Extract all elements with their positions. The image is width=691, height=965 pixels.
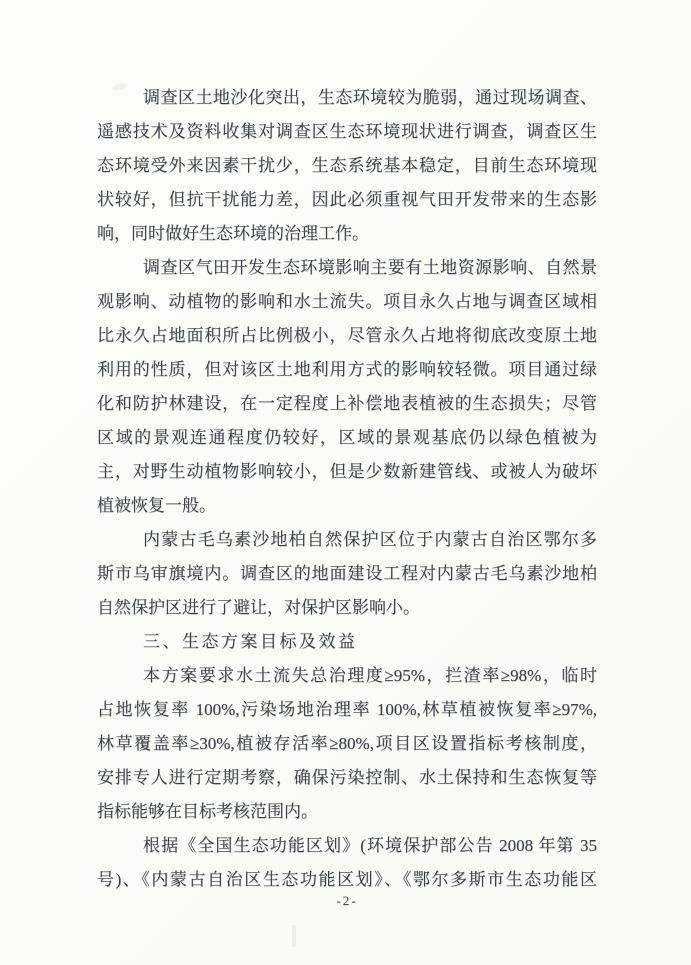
- text-line: 利用的性质，但对该区土地利用方式的影响较轻微。项目通过绿: [97, 360, 597, 379]
- text-line: 安排专人进行定期考察，确保污染控制、水土保持和生态恢复等: [97, 768, 597, 787]
- section-heading: 三、生态方案目标及效益: [143, 632, 358, 651]
- scan-smudge: [292, 925, 296, 947]
- document-body: [97, 81, 597, 897]
- text-line: 内蒙古毛乌素沙地柏自然保护区位于内蒙古自治区鄂尔多: [143, 530, 597, 549]
- text-line: 号)、《内蒙古自治区生态功能区划》、《鄂尔多斯市生态功能区: [97, 870, 597, 889]
- text-line: 区域的景观连通程度仍较好，区域的景观基底仍以绿色植被为: [97, 428, 597, 447]
- text-line: 斯市乌审旗境内。调查区的地面建设工程对内蒙古毛乌素沙地柏: [97, 564, 597, 583]
- text-line: 本方案要求水土流失总治理度≥95%，拦渣率≥98%，临时: [143, 666, 597, 685]
- text-line: 观影响、动植物的影响和水土流失。项目永久占地与调查区域相: [97, 292, 597, 311]
- page-number: -2-: [336, 893, 358, 908]
- text-line: 林草覆盖率≥30%,植被存活率≥80%,项目区设置指标考核制度，: [97, 734, 597, 753]
- text-line: 比永久占地面积所占比例极小，尽管永久占地将彻底改变原土地: [97, 326, 597, 345]
- text-line: 主，对野生动植物影响较小，但是少数新建管线、或被人为破坏: [97, 462, 597, 481]
- text-line: 根据《全国生态功能区划》(环境保护部公告 2008 年第 35: [143, 836, 597, 855]
- text-line: 态环境受外来因素干扰少，生态系统基本稳定，目前生态环境现: [97, 156, 597, 175]
- text-line: 调查区土地沙化突出，生态环境较为脆弱，通过现场调查、: [143, 88, 597, 107]
- text-line: 占地恢复率 100%,污染场地治理率 100%,林草植被恢复率≥97%,: [97, 700, 597, 719]
- text-line: 指标能够在目标考核范围内。: [97, 802, 318, 821]
- text-line: 植被恢复一般。: [97, 496, 216, 515]
- text-line: 响，同时做好生态环境的治理工作。: [97, 224, 369, 243]
- text-line: 调查区气田开发生态环境影响主要有土地资源影响、自然景: [143, 258, 597, 277]
- text-line: 化和防护林建设，在一定程度上补偿地表植被的生态损失；尽管: [97, 394, 597, 413]
- text-line: 自然保护区进行了避让，对保护区影响小。: [97, 598, 420, 617]
- text-line: 遥感技术及资料收集对调查区生态环境现状进行调查，调查区生: [97, 122, 597, 141]
- text-line: 状较好，但抗干扰能力差，因此必须重视气田开发带来的生态影: [97, 190, 597, 209]
